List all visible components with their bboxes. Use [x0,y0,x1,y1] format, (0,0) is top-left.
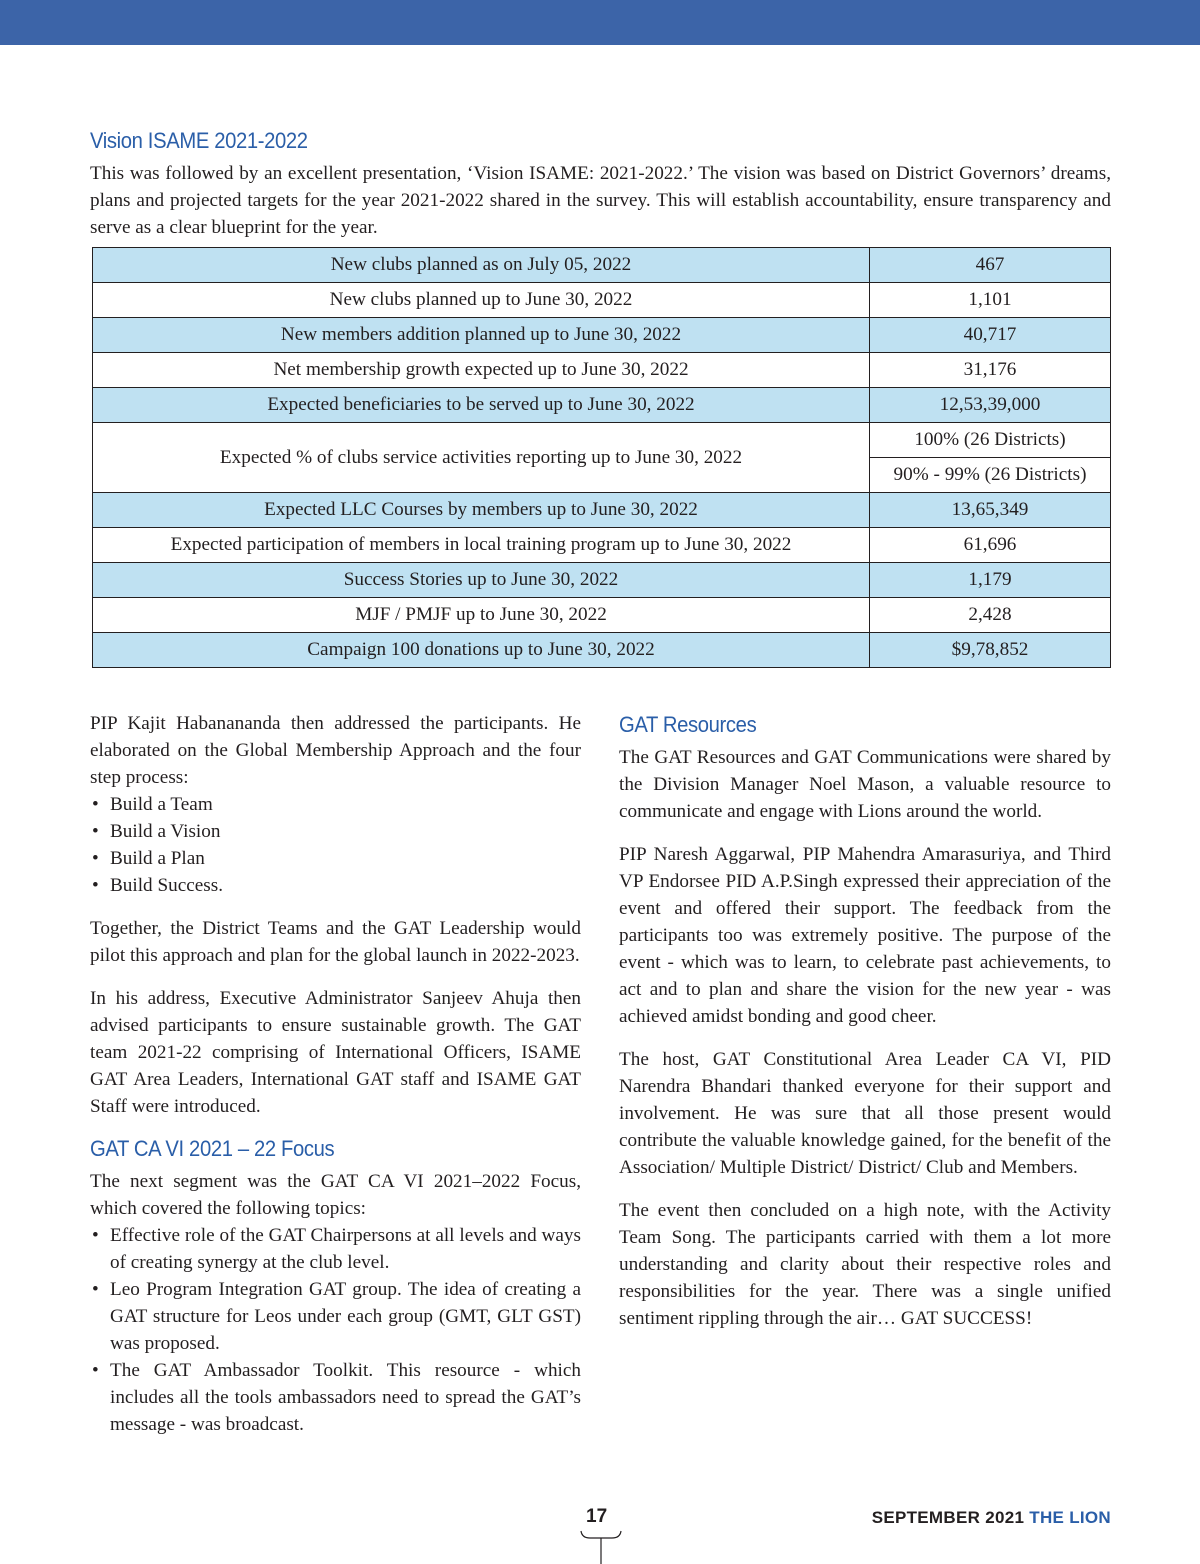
list-item: • Leo Program Integration GAT group. The idea of creating a GAT structure for Leos under each group (GMT, GLT GST) was proposed. [90,1276,581,1357]
row-value: 1,101 [870,283,1111,318]
table-row [93,598,1111,633]
row-label: New clubs planned up to June 30, 2022 [93,283,870,318]
table-row [93,423,1111,458]
table-row [93,563,1111,598]
row-label: Expected LLC Courses by members up to June 30, 2022 [93,493,870,528]
resources-heading: GAT Resources [619,712,757,737]
row-value: $9,78,852 [870,633,1111,668]
list-item: • Effective role of the GAT Chairpersons at all levels and ways of creating synergy at the club level. [90,1222,581,1276]
page-marker-icon [580,1530,622,1564]
magazine-name: THE LION [1029,1508,1111,1527]
left-column [90,710,581,1454]
left-paragraph-1: PIP Kajit Habanananda then addressed the participants. He elaborated on the Global Membership Approach and the four step process: [90,713,581,788]
table-row [93,528,1111,563]
focus-intro: The next segment was the GAT CA VI 2021–2022 Focus, which covered the following topics: [90,1171,581,1219]
row-label: MJF / PMJF up to June 30, 2022 [93,598,870,633]
vision-targets-table [92,247,1111,668]
issue-date: SEPTEMBER 2021 [871,1508,1025,1527]
right-column [619,710,1111,1348]
footer-issue-title [872,1508,1111,1528]
row-value: 467 [870,248,1111,283]
table-row [93,353,1111,388]
row-label: Net membership growth expected up to June 30, 2022 [93,353,870,388]
right-paragraph-3: The host, GAT Constitutional Area Leader CA VI, PID Narendra Bhandari thanked everyone for their support and involvement. He was sure that all those present would contribute the valuable knowledge gained, for the benefit of the Association/ Multiple District/ District/ Club and Members. [619,1049,1111,1178]
vision-section [90,128,1111,668]
list-item: • Build a Team [90,791,581,818]
list-item: • Build a Plan [90,845,581,872]
row-label: Expected % of clubs service activities reporting up to June 30, 2022 [93,423,870,493]
row-label: Expected participation of members in local training program up to June 30, 2022 [93,528,870,563]
row-value: 13,65,349 [870,493,1111,528]
list-item: • Build Success. [90,872,581,899]
right-paragraph-2: PIP Naresh Aggarwal, PIP Mahendra Amarasuriya, and Third VP Endorsee PID A.P.Singh expressed their appreciation of the event and offered their support. The feedback from the participants too was extremely positive. The purpose of the event - which was to learn, to celebrate past achievements, to act and to plan and share the vision for the new year - was achieved amidst bonding and good cheer. [619,844,1111,1027]
table-row [93,248,1111,283]
row-value: 2,428 [870,598,1111,633]
vision-intro: This was followed by an excellent presentation, ‘Vision ISAME: 2021-2022.’ The vision was based on District Governors’ dreams, plans and projected targets for the year 2021-2022 shared in the survey. This will establish accountability, ensure transparency and serve as a clear blueprint for the year. [90,163,1111,238]
table-row [93,493,1111,528]
left-paragraph-3: In his address, Executive Administrator Sanjeev Ahuja then advised participants to ensure sustainable growth. The GAT team 2021-22 comprising of International Officers, ISAME GAT Area Leaders, International GAT staff and ISAME GAT Staff were introduced. [90,988,581,1117]
focus-heading: GAT CA VI 2021 – 22 Focus [90,1136,335,1161]
row-value: 40,717 [870,318,1111,353]
row-value: 12,53,39,000 [870,388,1111,423]
row-label: Success Stories up to June 30, 2022 [93,563,870,598]
right-paragraph-4: The event then concluded on a high note, with the Activity Team Song. The participants carried with them a lot more understanding and clarity about their respective roles and responsibilities for the year. There was a single unified sentiment rippling through the air… GAT SUCCESS! [619,1200,1111,1329]
table-row [93,388,1111,423]
row-label: Expected beneficiaries to be served up to June 30, 2022 [93,388,870,423]
row-value: 61,696 [870,528,1111,563]
focus-list [90,1222,581,1438]
page-number: 17 [586,1506,608,1527]
row-label: Campaign 100 donations up to June 30, 2022 [93,633,870,668]
four-step-list [90,791,581,899]
table-row [93,283,1111,318]
left-paragraph-2: Together, the District Teams and the GAT Leadership would pilot this approach and plan for the global launch in 2022-2023. [90,918,581,966]
table-row [93,633,1111,668]
table-row [93,318,1111,353]
list-item: • The GAT Ambassador Toolkit. This resource - which includes all the tools ambassadors need to spread the GAT’s message - was broadcast. [90,1357,581,1438]
list-item: • Build a Vision [90,818,581,845]
right-paragraph-1: The GAT Resources and GAT Communications were shared by the Division Manager Noel Mason, a valuable resource to communicate and engage with Lions around the world. [619,747,1111,822]
row-value: 100% (26 Districts) [870,423,1111,458]
row-value-secondary: 90% - 99% (26 Districts) [870,458,1111,493]
vision-heading: Vision ISAME 2021-2022 [90,128,308,153]
top-color-band [0,0,1200,45]
row-value: 31,176 [870,353,1111,388]
row-value: 1,179 [870,563,1111,598]
row-label: New clubs planned as on July 05, 2022 [93,248,870,283]
row-label: New members addition planned up to June 30, 2022 [93,318,870,353]
